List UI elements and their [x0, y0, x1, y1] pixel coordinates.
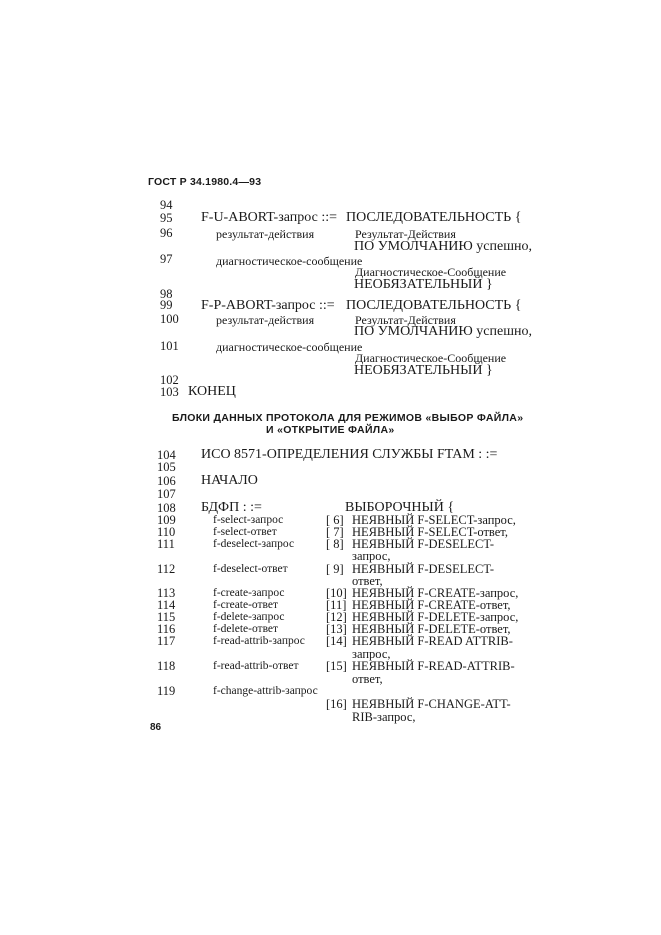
tag-number: [14] [326, 634, 347, 648]
code-right-cont: ПО УМОЛЧАНИЮ успешно, [354, 239, 533, 254]
line-number: 99 [160, 298, 173, 312]
line-number: 114 [157, 598, 176, 612]
tag-number: [12] [326, 610, 347, 624]
code-right-cont: ПО УМОЛЧАНИЮ успешно, [354, 324, 533, 339]
line-number: 106 [157, 474, 176, 488]
line-number: 101 [160, 339, 179, 353]
code-right: НЕЯВНЫЙ F-READ ATTRIB- [352, 634, 513, 648]
code-right: НЕЯВНЫЙ F-SELECT-запрос, [352, 513, 516, 527]
code-left: f-select-запрос [213, 514, 284, 526]
section-heading-cont: И «ОТКРЫТИЕ ФАЙЛА» [266, 424, 395, 436]
module-definition: ИСО 8571-ОПРЕДЕЛЕНИЯ СЛУЖБЫ FTAM : := [201, 447, 498, 462]
code-right-cont: ответ, [352, 574, 383, 588]
tag-number: [13] [326, 622, 347, 636]
code-left: результат-действия [216, 227, 315, 241]
code-left: f-create-запрос [213, 587, 285, 599]
line-number: 111 [157, 537, 175, 551]
line-number: 109 [157, 513, 176, 527]
tag-number: [15] [326, 659, 347, 673]
tag-number: [ 6] [326, 513, 344, 527]
code-right-cont: RIB-запрос, [352, 710, 416, 724]
line-number: 100 [160, 312, 179, 326]
code-left: F-P-ABORT-запрос ::= [201, 298, 335, 313]
code-right: НЕЯВНЫЙ F-CREATE-ответ, [352, 598, 511, 612]
code-right-cont: НЕОБЯЗАТЕЛЬНЫЙ } [354, 363, 493, 378]
code-right: НЕЯВНЫЙ F-DESELECT- [352, 562, 495, 576]
line-number: 119 [157, 684, 176, 698]
tag-number: [16] [326, 697, 347, 711]
code-right: ВЫБОРОЧНЫЙ { [345, 500, 455, 515]
line-number: 95 [160, 211, 173, 225]
line-number: 104 [157, 448, 176, 462]
tag-number: [ 8] [326, 537, 344, 551]
end-keyword: КОНЕЦ [188, 384, 236, 399]
standard-header: ГОСТ Р 34.1980.4—93 [148, 176, 262, 188]
tag-number: [ 7] [326, 525, 344, 539]
code-left: диагностическое-сообщение [216, 254, 363, 268]
code-right: НЕЯВНЫЙ F-DESELECT- [352, 537, 495, 551]
code-right: НЕЯВНЫЙ F-READ-ATTRIB- [352, 659, 515, 673]
tag-number: [ 9] [326, 562, 344, 576]
line-number: 117 [157, 634, 176, 648]
code-left: диагностическое-сообщение [216, 340, 363, 354]
line-number: 94 [160, 198, 173, 212]
tag-number: [10] [326, 586, 347, 600]
tag-number: [11] [326, 598, 347, 612]
code-right: ПОСЛЕДОВАТЕЛЬНОСТЬ { [346, 210, 522, 225]
line-number: 97 [160, 252, 173, 266]
line-number: 107 [157, 487, 176, 501]
code-left: f-deselect-ответ [213, 563, 288, 575]
code-right: Диагностическое-Сообщение [355, 265, 507, 279]
begin-keyword: НАЧАЛО [201, 473, 258, 488]
code-right-cont: запрос, [352, 647, 391, 661]
code-left: f-delete-ответ [213, 623, 279, 635]
code-right: НЕЯВНЫЙ F-DELETE-ответ, [352, 622, 511, 636]
code-right: НЕЯВНЫЙ F-CREATE-запрос, [352, 586, 519, 600]
code-right-cont: НЕОБЯЗАТЕЛЬНЫЙ } [354, 277, 493, 292]
code-left: f-delete-запрос [213, 611, 285, 623]
line-number: 112 [157, 562, 176, 576]
line-number: 110 [157, 525, 176, 539]
code-left: f-select-ответ [213, 526, 277, 538]
code-right: Результат-Действия [355, 313, 456, 327]
line-number: 105 [157, 460, 176, 474]
line-number: 115 [157, 610, 176, 624]
code-left: f-deselect-запрос [213, 538, 295, 550]
code-left: F-U-ABORT-запрос ::= [201, 210, 337, 225]
section-heading: БЛОКИ ДАННЫХ ПРОТОКОЛА ДЛЯ РЕЖИМОВ «ВЫБОР ФАЙЛА» [172, 412, 524, 424]
code-right: ПОСЛЕДОВАТЕЛЬНОСТЬ { [346, 298, 522, 313]
line-number: 102 [160, 373, 179, 387]
code-left: БДФП : := [201, 500, 262, 515]
code-right: НЕЯВНЫЙ F-SELECT-ответ, [352, 525, 508, 539]
code-right: Результат-Действия [355, 227, 456, 241]
code-left: f-change-attrib-запрос [213, 685, 318, 697]
line-number: 98 [160, 287, 173, 301]
line-number: 108 [157, 501, 176, 515]
code-left: f-read-attrib-запрос [213, 635, 305, 647]
code-right: Диагностическое-Сообщение [355, 351, 507, 365]
line-number: 116 [157, 622, 176, 636]
line-number: 96 [160, 226, 173, 240]
code-right: НЕЯВНЫЙ F-CHANGE-ATT- [352, 697, 511, 711]
page-number: 86 [150, 722, 162, 733]
code-right-cont: ответ, [352, 672, 383, 686]
line-number: 103 [160, 385, 179, 399]
line-number: 118 [157, 659, 176, 673]
code-left: f-create-ответ [213, 599, 279, 611]
code-left: результат-действия [216, 313, 315, 327]
code-right-cont: запрос, [352, 549, 391, 563]
line-number: 113 [157, 586, 176, 600]
code-left: f-read-attrib-ответ [213, 660, 299, 672]
code-right: НЕЯВНЫЙ F-DELETE-запрос, [352, 610, 519, 624]
